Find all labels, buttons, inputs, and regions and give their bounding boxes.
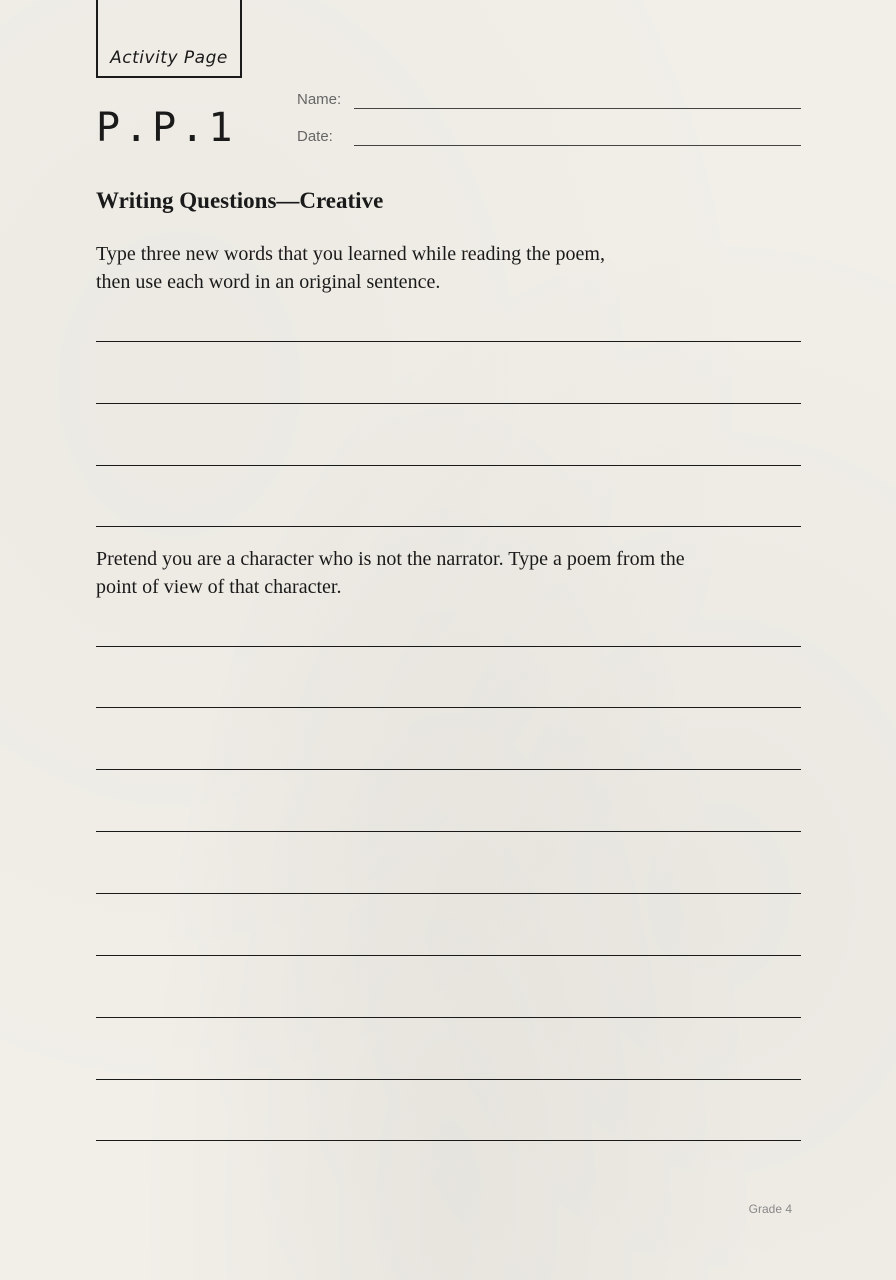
answer-line[interactable] [96,769,801,770]
activity-code: P.P.1 [96,105,237,151]
answer-line[interactable] [96,526,801,527]
name-label: Name: [297,91,342,108]
question-2-prompt-line: point of view of that character. [96,576,342,598]
name-input-line[interactable] [354,108,801,109]
activity-page-label: Activity Page [110,48,228,68]
grade-footer: Grade 4 [748,1202,792,1216]
answer-line[interactable] [96,341,801,342]
question-1-prompt-line: Type three new words that you learned while reading the poem, [96,243,605,265]
answer-line[interactable] [96,465,801,466]
answer-line[interactable] [96,646,801,647]
answer-line[interactable] [96,403,801,404]
answer-line[interactable] [96,955,801,956]
section-title: Writing Questions—Creative [96,188,384,213]
answer-line[interactable] [96,1017,801,1018]
activity-page-tab [96,0,242,78]
date-field[interactable] [297,128,801,148]
answer-line[interactable] [96,1140,801,1141]
answer-line[interactable] [96,707,801,708]
answer-line[interactable] [96,1079,801,1080]
question-1-prompt [96,240,801,296]
name-field[interactable] [297,91,801,111]
question-1-prompt-line: then use each word in an original sentence. [96,271,441,293]
date-input-line[interactable] [354,145,801,146]
answer-line[interactable] [96,831,801,832]
answer-line[interactable] [96,893,801,894]
question-2-prompt [96,545,801,601]
question-2-prompt-line: Pretend you are a character who is not the narrator. Type a poem from the [96,548,685,570]
date-label: Date: [297,128,333,145]
